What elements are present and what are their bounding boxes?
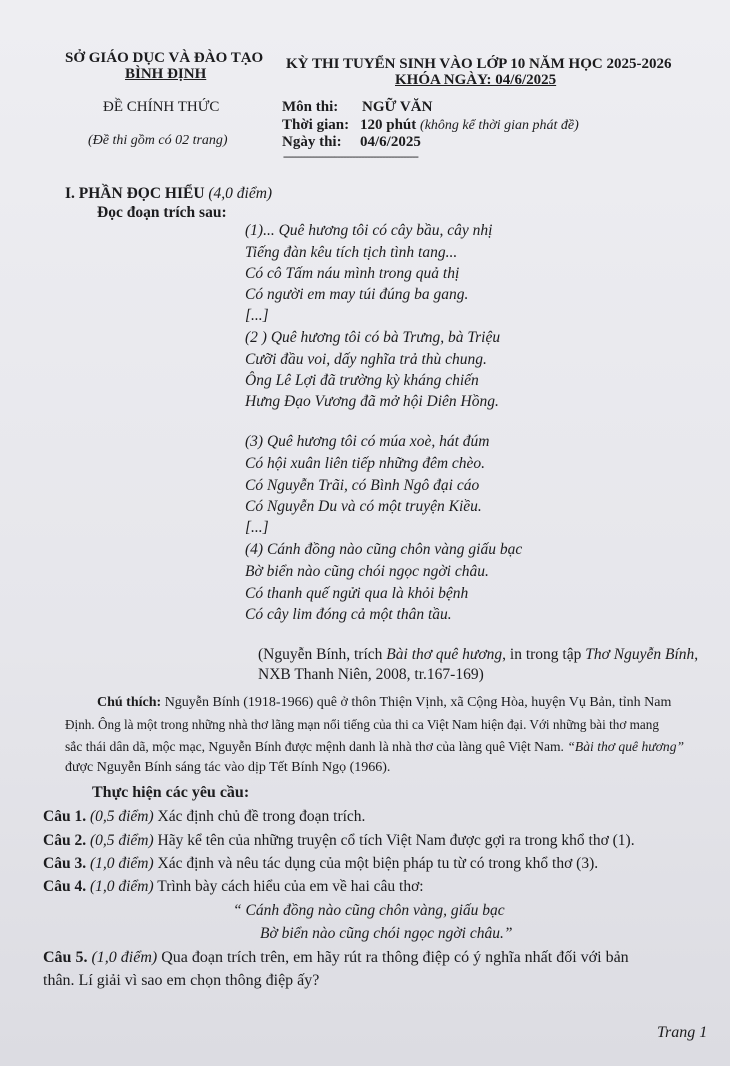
- question-label: Câu 2.: [43, 832, 87, 849]
- subject-label: Môn thi:: [282, 99, 339, 115]
- source-part2: , in trong tập: [502, 646, 586, 663]
- poem-ellipsis: [...]: [245, 307, 269, 324]
- source-citation: [258, 646, 698, 664]
- question-text: Hãy kể tên của những truyện cổ tích Việt Nam được gợi ra trong khổ thơ (1).: [157, 832, 635, 849]
- read-instruction: Đọc đoạn trích sau:: [97, 204, 227, 221]
- poem-line: Có cây lim đóng cả một thân tầu.: [245, 606, 452, 623]
- source-part3: ,: [694, 646, 699, 663]
- poem-ellipsis: [...]: [245, 519, 269, 536]
- question-points: (1,0 điểm): [91, 949, 158, 966]
- exam-date-heading: KHÓA NGÀY: 04/6/2025: [395, 72, 557, 88]
- source-poem-title: Bài thơ quê hương: [386, 646, 503, 663]
- question-label: Câu 3.: [43, 855, 87, 872]
- source-publisher: NXB Thanh Niên, 2008, tr.167-169): [258, 666, 484, 683]
- poem-line: Có Nguyễn Du và có một truyện Kiều.: [245, 498, 482, 515]
- question-5-line-2: thân. Lí giải vì sao em chọn thông điệp ấy?: [43, 972, 320, 989]
- question-points: (1,0 điểm): [89, 855, 154, 872]
- question-points: (0,5 điểm): [89, 832, 154, 849]
- poem-line: Ông Lê Lợi đã trường kỳ kháng chiến: [245, 372, 479, 389]
- question-3: [43, 855, 598, 873]
- poem-line: Có người em may túi đúng ba gang.: [245, 286, 469, 303]
- note-line-1: [97, 692, 671, 714]
- question-1: [43, 808, 365, 826]
- pages-note: (Đề thi gồm có 02 trang): [88, 133, 228, 148]
- poem-line: (2 ) Quê hương tôi có bà Trưng, bà Triệu: [245, 329, 501, 346]
- poem-line: Bờ biển nào cũng chói ngọc ngời châu.: [245, 563, 489, 580]
- poem-line: Tiếng đàn kêu tích tịch tình tang...: [245, 244, 458, 261]
- poem-line: (4) Cánh đồng nào cũng chôn vàng giấu bạc: [245, 541, 523, 558]
- quote-line-2: Bờ biển nào cũng chói ngọc ngời châu.”: [260, 925, 513, 942]
- question-text: Trình bày cách hiểu của em về hai câu thơ:: [157, 878, 424, 895]
- note-label: Chú thích:: [97, 695, 162, 710]
- note-line-2: Định. Ông là một trong những nhà thơ lãng mạn nổi tiếng của thi ca Việt Nam hiện đại. Với những bài thơ mang: [65, 717, 659, 732]
- question-5: [43, 949, 629, 967]
- source-collection: Thơ Nguyễn Bính: [585, 646, 695, 663]
- poem-line: (1)... Quê hương tôi có cây bầu, cây nhị: [245, 222, 493, 239]
- question-points: (1,0 điểm): [89, 878, 154, 895]
- poem-line: Có hội xuân liên tiếp những đêm chèo.: [245, 455, 486, 472]
- province-name: BÌNH ĐỊNH: [125, 66, 207, 82]
- question-2: [43, 832, 635, 850]
- poem-line: Hưng Đạo Vương đã mở hội Diên Hồng.: [245, 393, 499, 410]
- question-label: Câu 5.: [43, 949, 88, 966]
- official-label: ĐỀ CHÍNH THỨC: [103, 99, 220, 115]
- question-4: [43, 878, 424, 896]
- note-line-3: [65, 736, 684, 758]
- date-label: Ngày thi:: [282, 134, 342, 150]
- poem-line: Có thanh quế ngửi qua là khỏi bệnh: [245, 585, 469, 602]
- time-label: Thời gian:: [282, 117, 350, 133]
- note-text-3: sắc thái dân dã, mộc mạc, Nguyễn Bính được mệnh danh là nhà thơ của làng quê Việt Nam.: [65, 739, 568, 754]
- poem-line: Có cô Tấm náu mình trong quả thị: [245, 265, 460, 282]
- note-poem-title: “Bài thơ quê hương”: [567, 739, 685, 754]
- question-text: Xác định và nêu tác dụng của một biện pháp tu từ có trong khổ thơ (3).: [157, 855, 599, 872]
- department-name: SỞ GIÁO DỤC VÀ ĐÀO TẠO: [65, 50, 264, 66]
- note-text-1: Nguyễn Bính (1918-1966) quê ở thôn Thiện Vịnh, xã Cộng Hòa, huyện Vụ Bản, tỉnh Nam: [164, 695, 672, 710]
- exam-title: KỲ THI TUYỂN SINH VÀO LỚP 10 NĂM HỌC 2025-2026: [286, 56, 672, 72]
- section-title-text: I. PHẦN ĐỌC HIỂU: [65, 185, 205, 202]
- question-text: Xác định chủ đề trong đoạn trích.: [157, 808, 366, 825]
- section-title: [65, 185, 272, 203]
- question-text: Qua đoạn trích trên, em hãy rút ra thông điệp có ý nghĩa nhất đối với bản: [161, 949, 629, 966]
- section-points: (4,0 điểm): [208, 185, 273, 202]
- poem-line: (3) Quê hương tôi có múa xoè, hát đúm: [245, 433, 490, 450]
- time-value: 120 phút: [360, 117, 417, 133]
- question-label: Câu 4.: [43, 878, 87, 895]
- source-part1: (Nguyễn Bính, trích: [258, 646, 387, 663]
- header-divider: ---------------------------------------------: [283, 149, 418, 163]
- poem-line: Có Nguyễn Trãi, có Bình Ngô đại cáo: [245, 477, 480, 494]
- note-line-4: được Nguyễn Bính sáng tác vào dịp Tết Bính Ngọ (1966).: [65, 760, 391, 775]
- page-number: Trang 1: [657, 1024, 708, 1041]
- question-label: Câu 1.: [43, 808, 87, 825]
- date-value: 04/6/2025: [360, 134, 421, 150]
- question-points: (0,5 điểm): [89, 808, 154, 825]
- subject-value: NGỮ VĂN: [362, 99, 433, 115]
- tasks-title: Thực hiện các yêu cầu:: [92, 784, 250, 801]
- time-row: [360, 117, 579, 134]
- poem-line: Cưỡi đầu voi, dấy nghĩa trả thù chung.: [245, 351, 487, 368]
- quote-line-1: “ Cánh đồng nào cũng chôn vàng, giấu bạc: [233, 902, 505, 919]
- time-note: (không kể thời gian phát đề): [420, 118, 579, 133]
